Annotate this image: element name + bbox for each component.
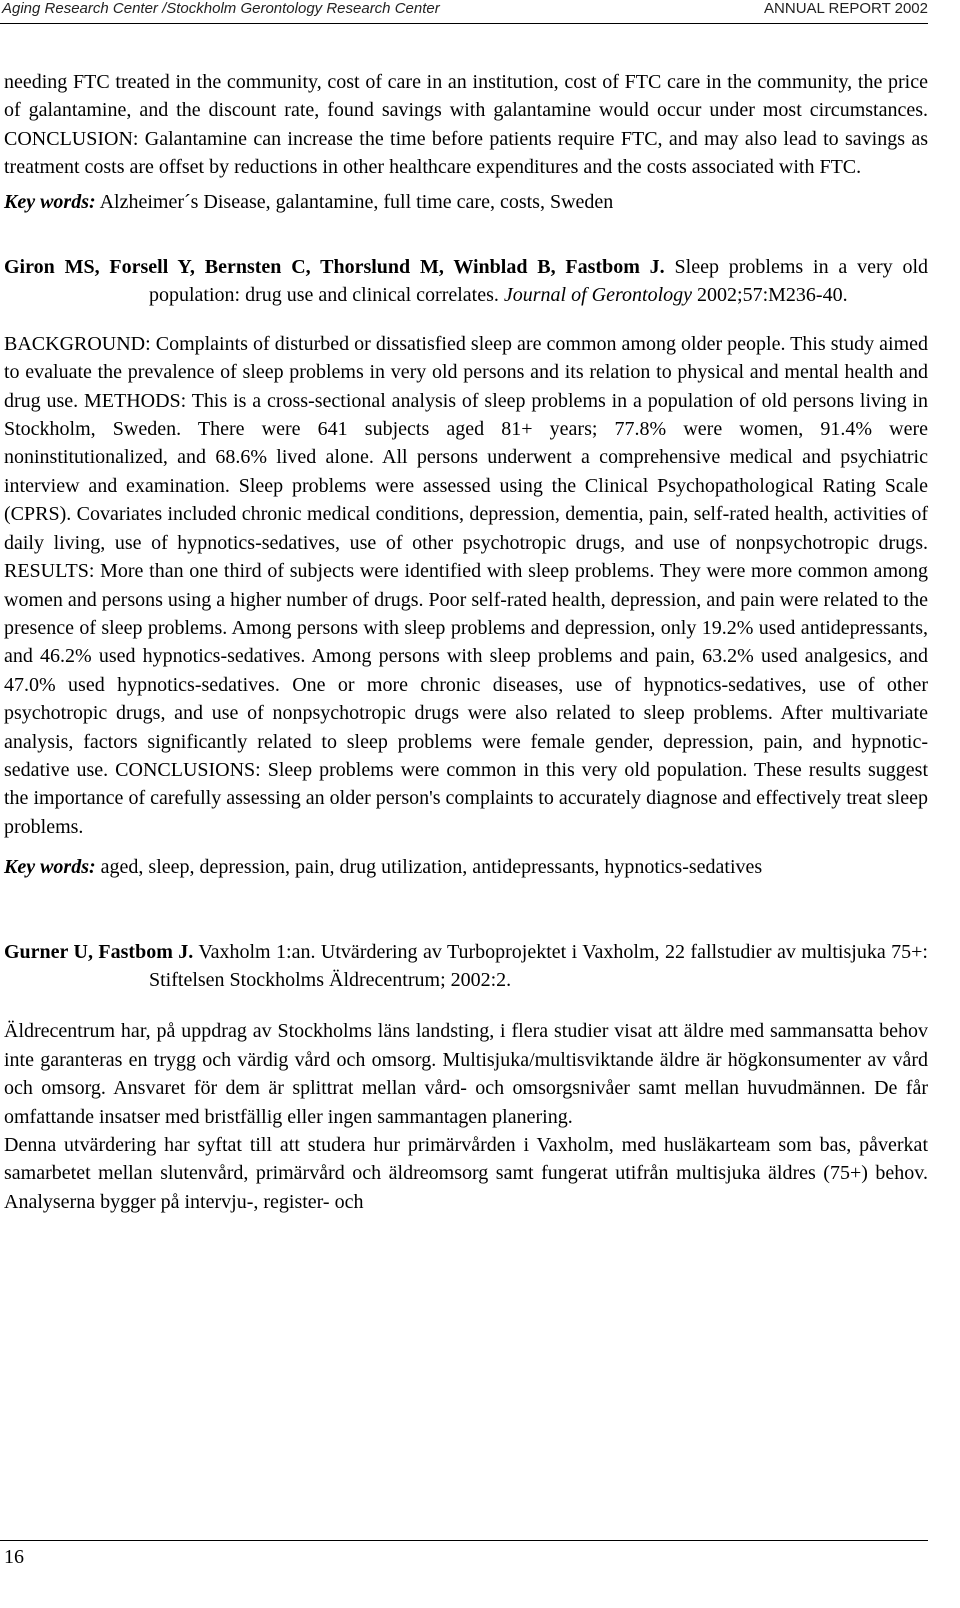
reference-title: Sleep problems in a very old population: drug use and clinical correlates. (149, 256, 928, 307)
keywords-text: aged, sleep, depression, pain, drug utilization, antidepressants, hypnotics-sedatives (100, 856, 763, 879)
header-divider (0, 23, 928, 24)
page-content (4, 68, 928, 1216)
keywords-label: Key words: (4, 190, 96, 213)
reference-giron (4, 253, 928, 310)
header-organization: Aging Research Center /Stockholm Gerontology Research Center (2, 0, 440, 17)
abstract-vaxholm-paragraph-1: Äldrecentrum har, på uppdrag av Stockholms läns landsting, i flera studier visat att äldre med sammansatta behov inte garanteras en trygg och värdig vård och omsorg. Multisjuka/multisviktande äldre är högkonsumenter av vård och omsorg. Ansvaret för dem är splittrat mellan vård- och omsorgsnivåer samt mellan huvudmännen. De får omfattande insatser med bristfällig eller ingen sammantagen planering. (4, 1020, 928, 1128)
keywords-paragraph-1 (4, 188, 928, 216)
reference-authors: Giron MS, Forsell Y, Bernsten C, Thorslund M, Winblad B, Fastbom J. (4, 256, 665, 279)
keywords-text: Alzheimer´s Disease, galantamine, full time care, costs, Sweden (99, 190, 614, 213)
abstract-vaxholm-paragraph-2: Denna utvärdering har syftat till att studera hur primärvården i Vaxholm, med husläkarteam som bas, påverkat samarbetet mellan slutenvård, primärvård och äldreomsorg samt fungerat utifrån multisjuka äldres (75+) behov. Analyserna bygger på intervju-, register- och (4, 1134, 928, 1213)
header-report-title: ANNUAL REPORT 2002 (764, 0, 928, 17)
reference-journal: Journal of Gerontology (503, 284, 693, 307)
keywords-paragraph-2 (4, 853, 928, 881)
keywords-label: Key words: (4, 856, 96, 879)
abstract-continuation: needing FTC treated in the community, cost of care in an institution, cost of FTC care in the community, the price of galantamine, and the discount rate, found savings with galantamine would occur under most circumstances. CONCLUSION: Galantamine can increase the time before patients require FTC, and may also lead to savings as treatment costs are offset by reductions in other healthcare expenditures and the costs associated with FTC. (4, 71, 928, 179)
reference-citation: 2002;57:M236-40. (697, 284, 848, 307)
page-number: 16 (4, 1546, 24, 1568)
page-header (0, 0, 928, 22)
reference-authors: Gurner U, Fastbom J. (4, 940, 194, 963)
reference-gurner (4, 938, 928, 995)
footer-divider (0, 1540, 928, 1541)
reference-text: Vaxholm 1:an. Utvärdering av Turboprojektet i Vaxholm, 22 fallstudier av multisjuka 75+: Stiftelsen Stockholms Äldrecentrum; 2002:2. (149, 940, 928, 991)
abstract-sleep-problems: BACKGROUND: Complaints of disturbed or dissatisfied sleep are common among older people. This study aimed to evaluate the prevalence of sleep problems in very old persons and its relation to physical and mental health and drug use. METHODS: This is a cross-sectional analysis of sleep problems in a population of old persons living in Stockholm, Sweden. There were 641 subjects aged 81+ years; 77.8% were women, 91.4% were noninstitutionalized, and 68.6% lived alone. All persons underwent a comprehensive medical and psychiatric interview and examination. Sleep problems were assessed using the Clinical Psychopathological Rating Scale (CPRS). Covariates included chronic medical conditions, depression, dementia, pain, self-rated health, activities of daily living, use of hypnotics-sedatives, use of other psychotropic drugs, and use of nonpsychotropic drugs. RESULTS: More than one third of subjects were identified with sleep problems. They were more common among women and persons using a higher number of drugs. Poor self-rated health, depression, and pain were related to the presence of sleep problems. Among persons with sleep problems and depression, only 19.2% used antidepressants, and 46.2% used hypnotics-sedatives. Among persons with sleep problems and pain, 63.2% used analgesics, and 47.0% used hypnotics-sedatives. One or more chronic diseases, use of hypnotics-sedatives, use of other psychotropic drugs, and use of nonpsychotropic drugs were also related to sleep problems. After multivariate analysis, factors significantly related to sleep problems were female gender, depression, pain, and hypnotic-sedative use. CONCLUSIONS: Sleep problems were common in this very old population. These results suggest the importance of carefully assessing an older person's complaints to accurately diagnose and effectively treat sleep problems. (4, 332, 928, 838)
